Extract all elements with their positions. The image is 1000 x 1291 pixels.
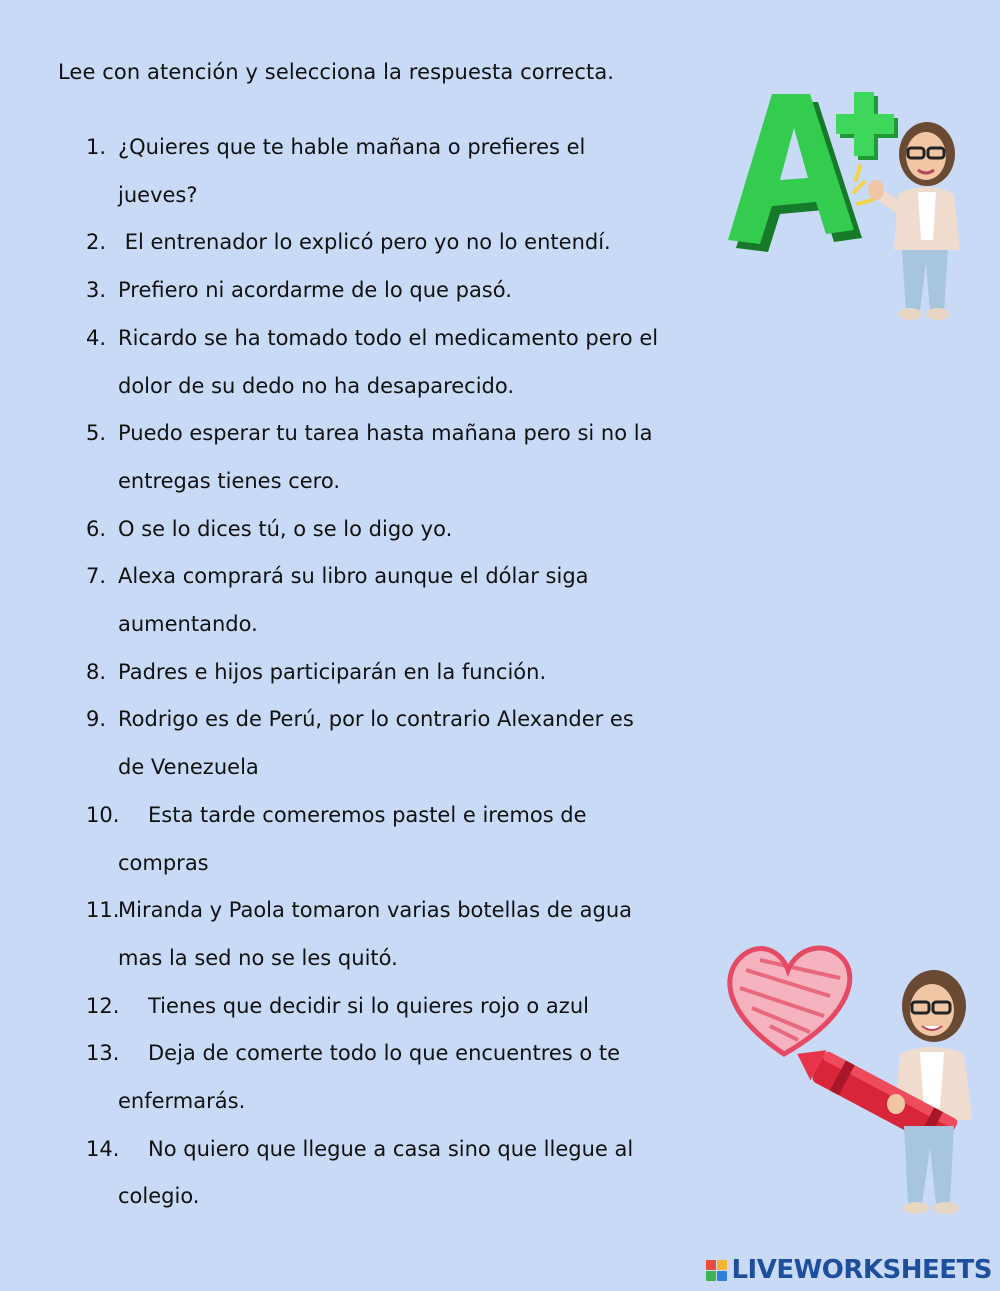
list-item bbox=[86, 792, 666, 887]
list-item bbox=[86, 696, 666, 791]
list-item bbox=[86, 983, 666, 1031]
liveworksheets-logo bbox=[706, 1255, 992, 1285]
question-list bbox=[86, 124, 666, 1221]
list-item bbox=[86, 267, 666, 315]
list-item bbox=[86, 315, 666, 410]
item-text: Rodrigo es de Perú, por lo contrario Alexander es de Venezuela bbox=[118, 707, 641, 780]
item-text: El entrenador lo explicó pero yo no lo entendí. bbox=[118, 230, 611, 255]
list-item bbox=[86, 410, 666, 505]
item-text: O se lo dices tú, o se lo digo yo. bbox=[118, 516, 453, 541]
item-text: Alexa comprará su libro aunque el dólar siga aumentando. bbox=[118, 564, 596, 637]
item-text: Prefiero ni acordarme de lo que pasó. bbox=[118, 278, 512, 303]
item-text: Esta tarde comeremos pastel e iremos de compras bbox=[118, 802, 594, 875]
item-number: 13. bbox=[86, 1041, 120, 1066]
item-text: Puedo esperar tu tarea hasta mañana pero si no la entregas tienes cero. bbox=[118, 421, 660, 493]
item-number: 7. bbox=[86, 564, 107, 589]
item-number: 1. bbox=[86, 135, 107, 159]
item-number: 3. bbox=[86, 278, 107, 303]
heart-crayon-icon bbox=[720, 936, 982, 1226]
item-number: 11. bbox=[86, 898, 120, 923]
logo-icon bbox=[706, 1260, 727, 1281]
item-number: 6. bbox=[86, 516, 107, 541]
a-plus-grade-icon bbox=[722, 88, 967, 323]
list-item bbox=[86, 1126, 666, 1221]
list-item bbox=[86, 649, 666, 697]
item-text: Padres e hijos participarán en la función. bbox=[118, 659, 547, 684]
list-item bbox=[86, 124, 666, 219]
item-text: Miranda y Paola tomaron varias botellas de agua mas la sed no se les quitó. bbox=[118, 898, 639, 970]
item-number: 2. bbox=[86, 230, 107, 255]
list-item bbox=[86, 506, 666, 554]
item-text: ¿Quieres que te hable mañana o prefieres el jueves? bbox=[118, 135, 593, 207]
list-item bbox=[86, 553, 666, 648]
logo-text: LIVEWORKSHEETS bbox=[731, 1255, 992, 1285]
item-number: 4. bbox=[86, 325, 107, 350]
item-number: 10. bbox=[86, 802, 120, 827]
item-text: Deja de comerte todo lo que encuentres o te enfermarás. bbox=[118, 1041, 627, 1114]
item-text: Ricardo se ha tomado todo el medicamento pero el dolor de su dedo no ha desaparecido. bbox=[118, 325, 665, 398]
item-number: 9. bbox=[86, 707, 107, 732]
list-item bbox=[86, 887, 666, 982]
list-item bbox=[86, 1030, 666, 1125]
list-item bbox=[86, 219, 666, 267]
item-text: Tienes que decidir si lo quieres rojo o azul bbox=[148, 993, 589, 1018]
item-number: 14. bbox=[86, 1136, 120, 1161]
instructions-text: Lee con atención y selecciona la respuesta correcta. bbox=[58, 60, 615, 84]
item-number: 5. bbox=[86, 421, 107, 446]
item-text: No quiero que llegue a casa sino que llegue al colegio. bbox=[118, 1136, 640, 1209]
item-number: 12. bbox=[86, 993, 120, 1018]
item-number: 8. bbox=[86, 659, 107, 684]
